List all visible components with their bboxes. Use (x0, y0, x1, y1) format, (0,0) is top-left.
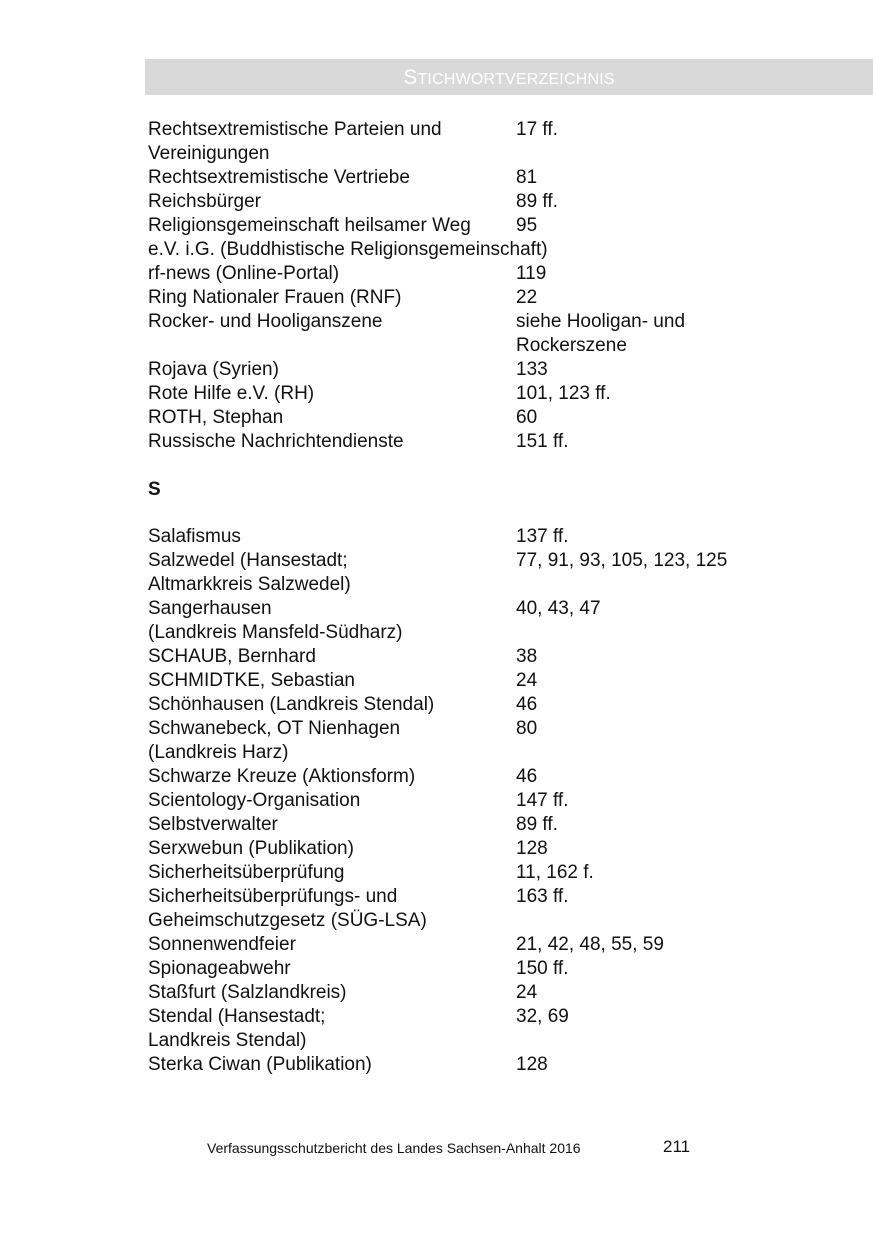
index-term: Schwarze Kreuze (Aktionsform) (148, 766, 416, 787)
index-page-ref: 81 (516, 167, 538, 188)
index-entry (148, 166, 868, 190)
index-term: Salzwedel (Hansestadt; (148, 550, 348, 571)
index-term: Scientology-Organisation (148, 790, 361, 811)
index-entry (148, 813, 868, 837)
index-pages (516, 645, 537, 669)
index-pages (516, 813, 558, 837)
index-page-ref: 163 ff. (516, 886, 569, 907)
index-term: Staßfurt (Salzlandkreis) (148, 982, 347, 1003)
index-pages (516, 549, 727, 573)
index-section-s (148, 525, 868, 1077)
index-entry (148, 597, 868, 645)
index-term: Stendal (Hansestadt; (148, 1006, 326, 1027)
index-entry (148, 645, 868, 669)
index-pages (516, 885, 568, 909)
index-page-ref: siehe Hooligan- und (516, 311, 686, 332)
index-term: Rote Hilfe e.V. (RH) (148, 383, 315, 404)
index-page-ref: 133 (516, 359, 548, 380)
index-entry (148, 669, 868, 693)
index-entry (148, 765, 868, 789)
index-term: Sicherheitsüberprüfungs- und (148, 886, 398, 907)
index-pages (516, 933, 664, 957)
index-term: Sonnenwendfeier (148, 934, 296, 955)
index-page-ref: 24 (516, 670, 538, 691)
index-entry (148, 310, 868, 358)
index-term: Salafismus (148, 526, 241, 547)
index-term (148, 334, 516, 358)
index-entry (148, 1005, 868, 1053)
index-term: SCHMIDTKE, Sebastian (148, 670, 355, 691)
index-pages (516, 597, 601, 621)
index-entry (148, 358, 868, 382)
index-term: (Landkreis Harz) (148, 742, 289, 763)
index-term: Reichsbürger (148, 191, 261, 212)
index-entry (148, 861, 868, 885)
page-title (145, 66, 873, 90)
index-term: Sangerhausen (148, 598, 272, 619)
index-entry (148, 286, 868, 310)
index-term: Rechtsextremistische Parteien und (148, 119, 442, 140)
index-term: Vereinigungen (148, 143, 270, 164)
index-section-r (148, 118, 868, 454)
index-entry (148, 190, 868, 214)
index-entry (148, 717, 868, 765)
index-page-ref: 151 ff. (516, 431, 569, 452)
index-page-ref: 128 (516, 838, 548, 859)
index-term: Russische Nachrichtendienste (148, 431, 404, 452)
index-pages (516, 693, 537, 717)
index-pages (516, 1005, 569, 1029)
index-entry (148, 693, 868, 717)
index-term: Rechtsextremistische Vertriebe (148, 167, 410, 188)
index-page-ref: 24 (516, 982, 538, 1003)
index-page-ref: 77, 91, 93, 105, 123, 125 (516, 550, 728, 571)
index-pages (516, 286, 537, 310)
index-pages (516, 837, 548, 861)
index-page-ref: 46 (516, 694, 538, 715)
index-page-ref: 89 ff. (516, 191, 558, 212)
index-term: Religionsgemeinschaft heilsamer Weg (148, 215, 471, 236)
index-pages (516, 957, 568, 981)
index-page-ref: 22 (516, 287, 538, 308)
index-page-ref: 11, 162 f. (516, 862, 594, 883)
index-page-ref: 80 (516, 718, 538, 739)
index-page-ref: 137 ff. (516, 526, 569, 547)
index-term: Geheimschutzgesetz (SÜG-LSA) (148, 910, 427, 931)
index-entry (148, 933, 868, 957)
index-pages (516, 430, 568, 454)
index-pages (516, 118, 558, 142)
index-page-ref: 60 (516, 407, 538, 428)
index-entry (148, 981, 868, 1005)
index-entry (148, 837, 868, 861)
index-page-ref: 89 ff. (516, 814, 558, 835)
index-term: ROTH, Stephan (148, 407, 284, 428)
index-pages (516, 717, 537, 741)
index-pages (516, 358, 548, 382)
index-page-ref: 101, 123 ff. (516, 383, 611, 404)
index-entry (148, 214, 868, 262)
index-page-ref: 21, 42, 48, 55, 59 (516, 934, 664, 955)
index-term: Schönhausen (Landkreis Stendal) (148, 694, 435, 715)
index-page-ref: 38 (516, 646, 538, 667)
index-term: Ring Nationaler Frauen (RNF) (148, 287, 402, 308)
index-entry (148, 885, 868, 933)
index-page-ref: 147 ff. (516, 790, 569, 811)
index-pages (516, 1053, 548, 1077)
index-pages (516, 214, 537, 238)
index-page-ref: 17 ff. (516, 119, 558, 140)
footer-title: Verfassungsschutzbericht des Landes Sachsen-Anhalt 2016 (207, 1140, 581, 1156)
index-entry (148, 262, 868, 286)
index-pages (516, 406, 537, 430)
index-page-ref: 32, 69 (516, 1006, 569, 1027)
index-page-ref: 40, 43, 47 (516, 598, 601, 619)
section-letter-s: S (148, 479, 161, 500)
index-term: Spionageabwehr (148, 958, 291, 979)
index-term: Rocker- und Hooliganszene (148, 311, 383, 332)
index-page-ref: 95 (516, 215, 538, 236)
index-entry (148, 406, 868, 430)
index-page-ref: Rockerszene (516, 335, 627, 356)
index-entry (148, 1053, 868, 1077)
index-term: Landkreis Stendal) (148, 1030, 307, 1051)
index-term: SCHAUB, Bernhard (148, 646, 316, 667)
index-pages (516, 765, 537, 789)
index-term: Rojava (Syrien) (148, 359, 279, 380)
index-pages (516, 669, 537, 693)
index-entry (148, 430, 868, 454)
index-term: Altmarkkreis Salzwedel) (148, 574, 351, 595)
index-pages (516, 525, 568, 549)
index-pages (516, 262, 546, 286)
index-pages (516, 382, 611, 406)
index-entry (148, 789, 868, 813)
index-term: (Landkreis Mansfeld-Südharz) (148, 622, 403, 643)
index-term: Serxwebun (Publikation) (148, 838, 354, 859)
index-entry (148, 957, 868, 981)
index-entry (148, 382, 868, 406)
index-term: Sicherheitsüberprüfung (148, 862, 345, 883)
page-number: 211 (663, 1137, 691, 1156)
index-page-ref: 46 (516, 766, 538, 787)
index-pages (516, 981, 537, 1005)
index-entry (148, 525, 868, 549)
index-pages (516, 310, 685, 358)
index-page-ref: 119 (516, 263, 547, 284)
index-term: Schwanebeck, OT Nienhagen (148, 718, 401, 739)
index-term: rf-news (Online-Portal) (148, 263, 340, 284)
page-title-initial: S (403, 66, 418, 89)
index-pages (516, 789, 568, 813)
index-page-ref: 150 ff. (516, 958, 569, 979)
index-entry (148, 549, 868, 597)
header-bar (145, 59, 873, 95)
index-page-ref: 128 (516, 1054, 548, 1075)
index-pages (516, 190, 558, 214)
index-term: e.V. i.G. (Buddhistische Religionsgemeinschaft) (148, 239, 548, 260)
index-pages (516, 166, 537, 190)
index-pages (516, 861, 594, 885)
index-entry (148, 118, 868, 166)
index-term: Selbstverwalter (148, 814, 278, 835)
page-title-rest: TICHWORTVERZEICHNIS (417, 71, 615, 88)
index-term: Sterka Ciwan (Publikation) (148, 1054, 372, 1075)
